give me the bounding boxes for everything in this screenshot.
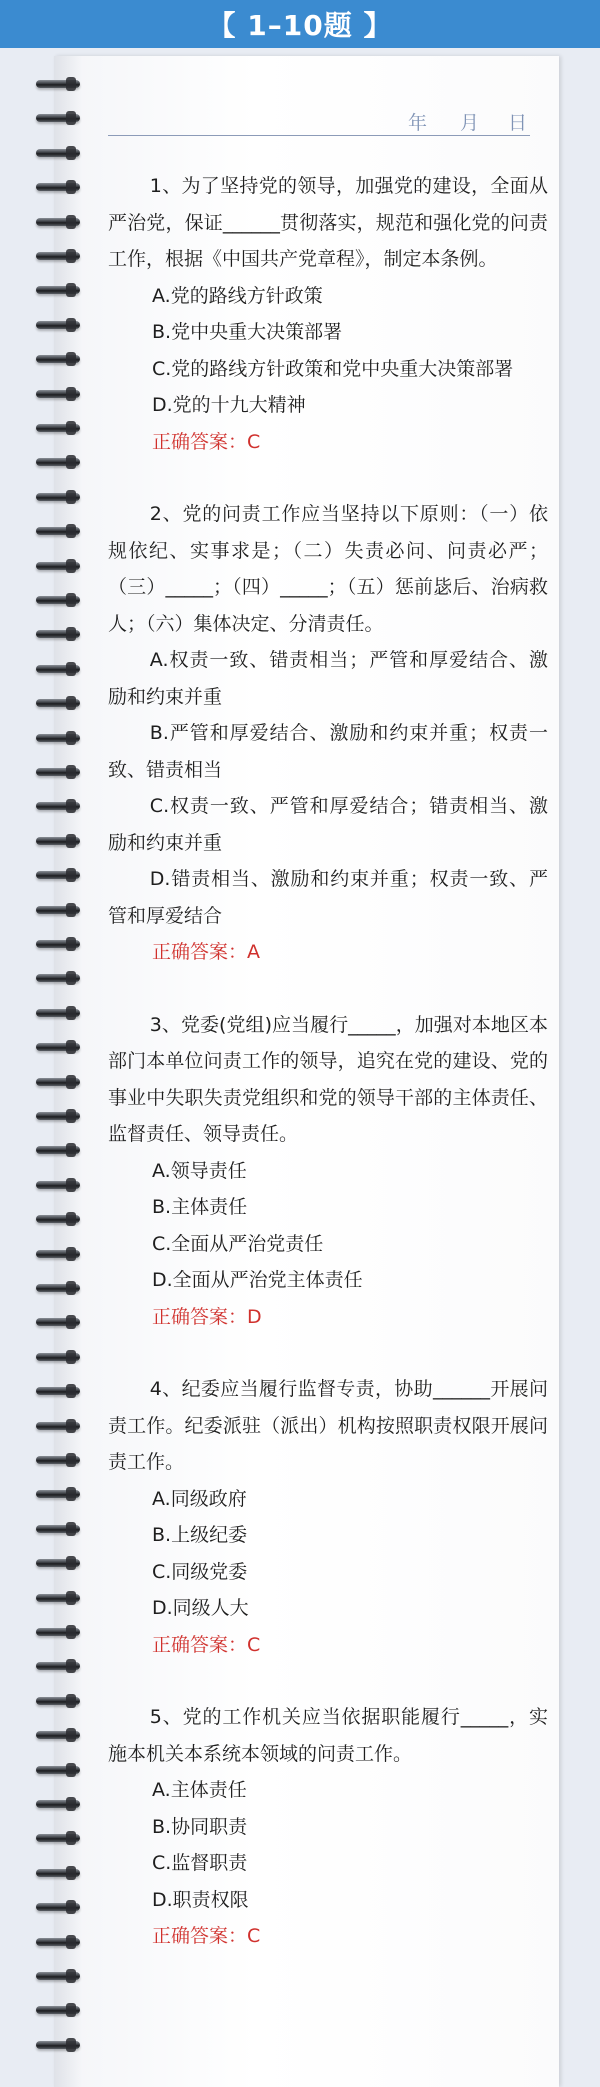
binding-ring [36, 2041, 80, 2049]
binding-ring [36, 665, 80, 673]
correct-answer: 正确答案：C [152, 1633, 261, 1656]
option-a: A.党的路线方针政策 [152, 284, 323, 307]
section-banner [0, 0, 600, 48]
binding-ring [36, 1146, 80, 1154]
binding-ring [36, 114, 80, 122]
binding-ring [36, 424, 80, 432]
binding-ring [36, 630, 80, 638]
question-stem: 1、为了坚持党的领导，加强党的建设，全面从严治党，保证______贯彻落实，规范和强化党的问责工作，根据《中国共产党章程》，制定本条例。 [108, 175, 548, 270]
binding-ring [36, 1422, 80, 1430]
binding-ring [36, 1112, 80, 1120]
question-5 [108, 1699, 548, 1955]
binding-ring [36, 1387, 80, 1395]
option-b: B.协同职责 [152, 1815, 248, 1838]
question-stem: 2、党的问责工作应当坚持以下原则：（一）依规依纪、实事求是；（二）失责必问、问责必严；（三）_____；（四）_____；（五）惩前毖后、治病救人；（六）集体决定、分清责任。 [108, 503, 548, 635]
date-month-label: 月 [460, 112, 480, 134]
binding-ring [36, 252, 80, 260]
question-list [108, 168, 548, 1991]
binding-ring [36, 1456, 80, 1464]
binding-ring [36, 1284, 80, 1292]
binding-ring [36, 218, 80, 226]
binding-ring [36, 1318, 80, 1326]
binding-ring [36, 355, 80, 363]
option-a: A.领导责任 [152, 1159, 247, 1182]
binding-ring [36, 1250, 80, 1258]
binding-ring [36, 527, 80, 535]
binding-ring [36, 1869, 80, 1877]
binding-ring [36, 596, 80, 604]
binding-ring [36, 837, 80, 845]
banner-title: 【 1–10题 】 [207, 9, 393, 42]
binding-ring [36, 734, 80, 742]
question-stem: 3、党委(党组)应当履行_____，加强对本地区本部门本单位问责工作的领导，追究在党的建设、党的事业中失职失责党组织和党的领导干部的主体责任、监督责任、领导责任。 [108, 1013, 548, 1145]
binding-ring [36, 768, 80, 776]
binding-ring [36, 458, 80, 466]
option-d: D.全面从严治党主体责任 [152, 1269, 363, 1291]
binding-ring [36, 1834, 80, 1842]
option-d: D.党的十九大精神 [152, 394, 306, 416]
option-b: B.上级纪委 [152, 1524, 248, 1546]
option-c: C.全面从严治党责任 [152, 1232, 324, 1255]
correct-answer: 正确答案：C [152, 430, 261, 453]
binding-ring [36, 1353, 80, 1361]
date-year-label: 年 [408, 112, 428, 134]
date-header [108, 106, 530, 136]
binding-ring [36, 493, 80, 501]
option-d: D.错责相当、激励和约束并重；权责一致、严管和厚爱结合 [108, 868, 548, 927]
binding-ring [36, 1972, 80, 1980]
question-3 [108, 1007, 548, 1336]
correct-answer: 正确答案：C [152, 1925, 261, 1947]
option-c: C.监督职责 [152, 1852, 248, 1874]
question-1 [108, 168, 548, 460]
binding-ring [36, 1215, 80, 1223]
binding-ring [36, 1181, 80, 1189]
correct-answer: 正确答案：D [152, 1305, 262, 1328]
option-a: A.权责一致、错责相当；严管和厚爱结合、激励和约束并重 [108, 649, 548, 708]
binding-ring [36, 390, 80, 398]
question-stem: 4、纪委应当履行监督专责，协助______开展问责工作。纪委派驻（派出）机构按照职责权限开展问责工作。 [108, 1378, 548, 1473]
binding-ring [36, 1766, 80, 1774]
option-d: D.同级人大 [152, 1597, 249, 1619]
binding-ring [36, 1628, 80, 1636]
binding-ring [36, 1043, 80, 1051]
option-c: C.权责一致、严管和厚爱结合；错责相当、激励和约束并重 [108, 795, 548, 854]
binding-ring [36, 321, 80, 329]
option-b: B.严管和厚爱结合、激励和约束并重；权责一致、错责相当 [108, 722, 548, 781]
option-a: A.同级政府 [152, 1487, 247, 1510]
binding-ring [36, 1525, 80, 1533]
binding-ring [36, 802, 80, 810]
question-4 [108, 1371, 548, 1663]
binding-ring [36, 974, 80, 982]
binding-ring [36, 1800, 80, 1808]
option-b: B.主体责任 [152, 1196, 248, 1218]
correct-answer: 正确答案：A [152, 941, 260, 963]
option-c: C.党的路线方针政策和党中央重大决策部署 [152, 357, 514, 380]
option-a: A.主体责任 [152, 1779, 247, 1801]
binding-ring [36, 871, 80, 879]
binding-ring [36, 2006, 80, 2014]
binding-ring [36, 286, 80, 294]
binding-ring [36, 1078, 80, 1086]
binding-ring [36, 1009, 80, 1017]
question-2 [108, 496, 548, 971]
binding-ring [36, 183, 80, 191]
binding-ring [36, 1903, 80, 1911]
binding-ring [36, 940, 80, 948]
binding-ring [36, 1662, 80, 1670]
binding-ring [36, 1697, 80, 1705]
binding-ring [36, 699, 80, 707]
spiral-binding [36, 80, 82, 2080]
binding-ring [36, 906, 80, 914]
binding-ring [36, 1938, 80, 1946]
binding-ring [36, 1594, 80, 1602]
binding-ring [36, 80, 80, 88]
binding-ring [36, 149, 80, 157]
binding-ring [36, 1490, 80, 1498]
option-c: C.同级党委 [152, 1560, 248, 1583]
date-day-label: 日 [508, 112, 528, 134]
binding-ring [36, 1559, 80, 1567]
binding-ring [36, 1731, 80, 1739]
option-b: B.党中央重大决策部署 [152, 321, 343, 343]
question-stem: 5、党的工作机关应当依据职能履行_____，实施本机关本系统本领域的问责工作。 [108, 1706, 548, 1765]
option-d: D.职责权限 [152, 1888, 249, 1911]
binding-ring [36, 562, 80, 570]
